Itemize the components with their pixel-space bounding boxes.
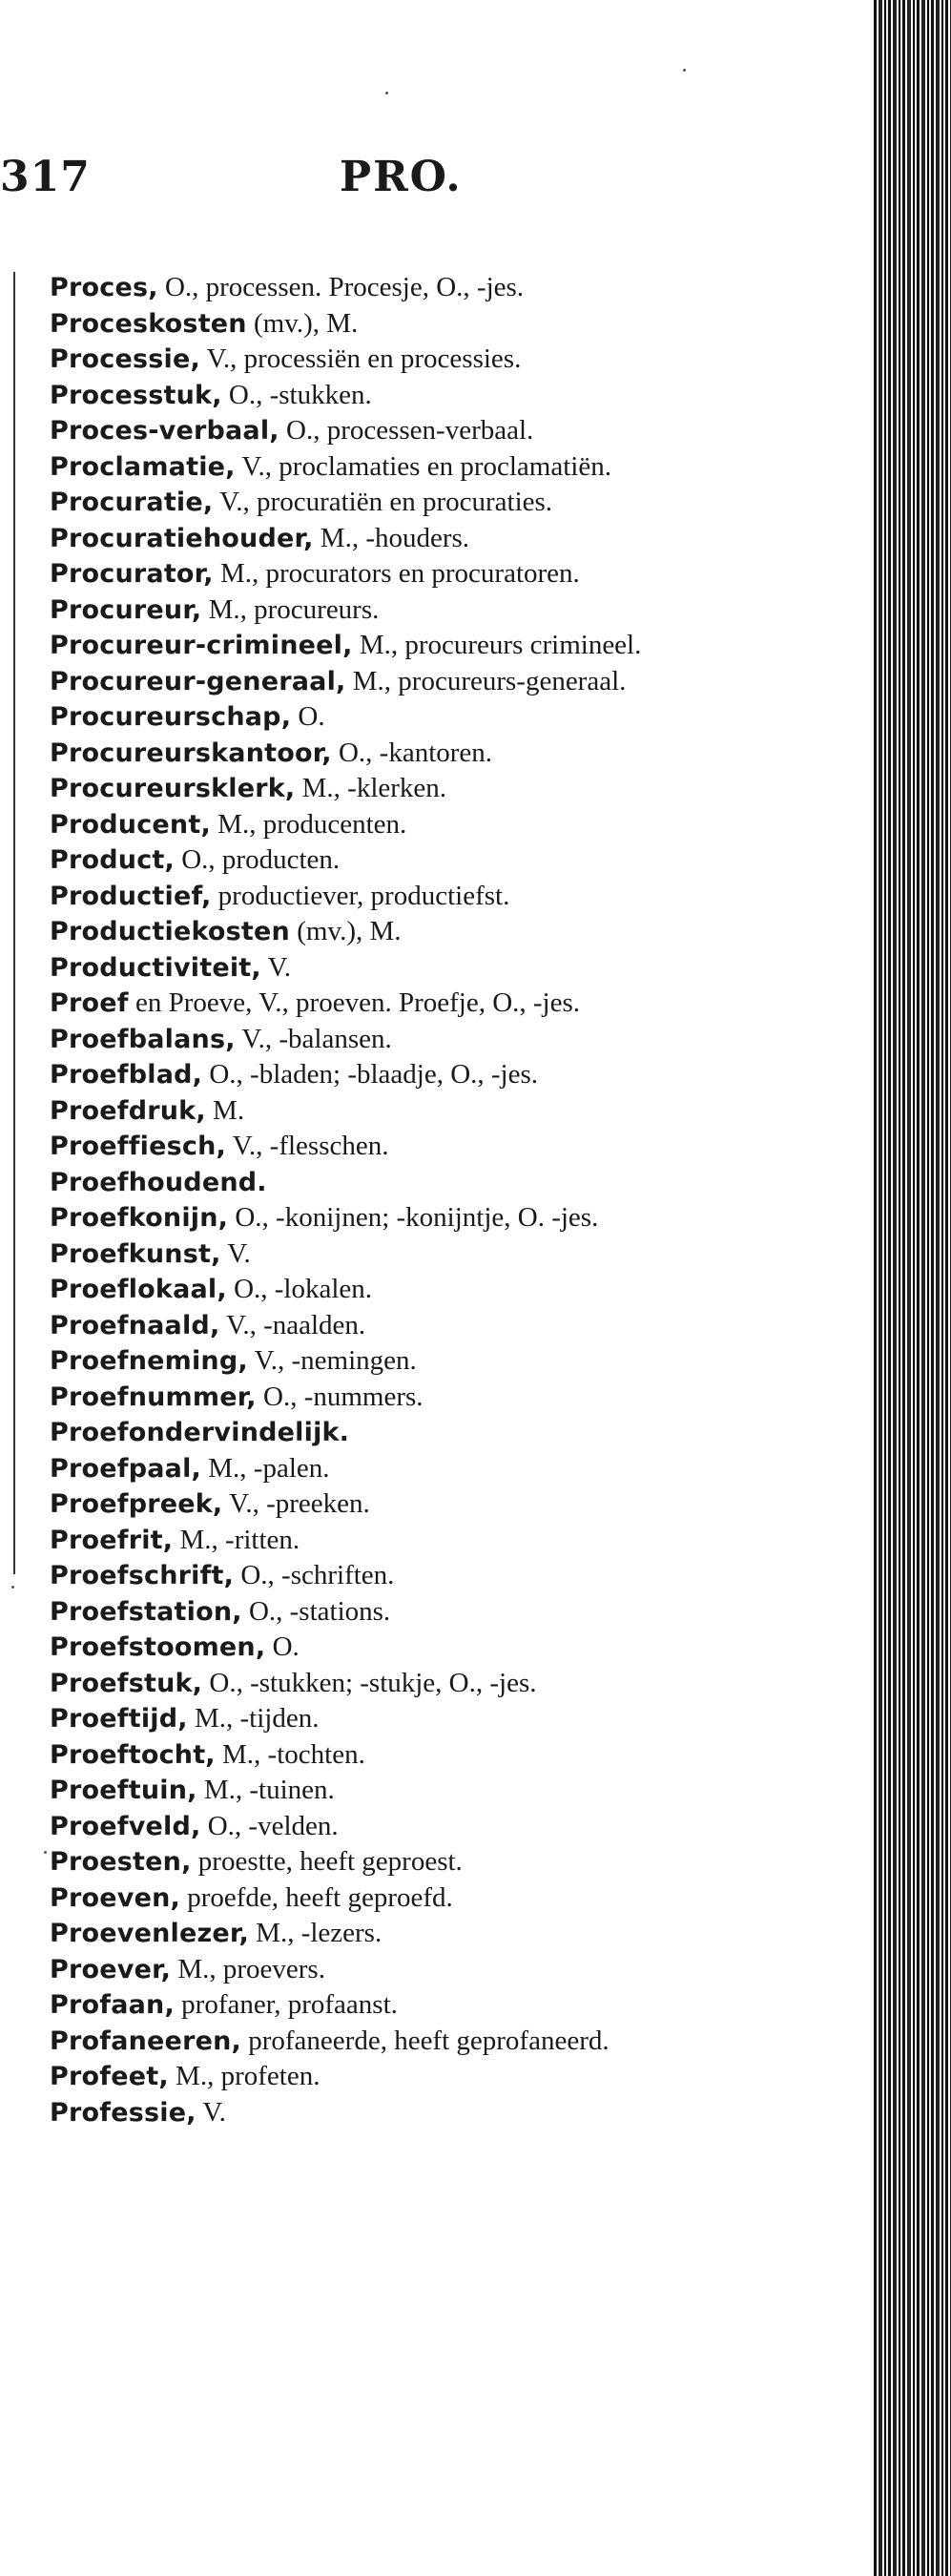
entry-definition: V.	[220, 1237, 251, 1269]
entry-headword: Proeftocht,	[50, 1739, 216, 1770]
scan-speck	[385, 92, 388, 94]
dictionary-entry	[50, 1844, 734, 1880]
entry-headword: Proefstation,	[50, 1596, 242, 1627]
entry-definition: M., -ritten.	[173, 1524, 300, 1555]
entry-definition: V., proclamaties en proclamatiën.	[235, 450, 611, 482]
dictionary-entry	[50, 270, 734, 306]
dictionary-entry	[50, 736, 734, 772]
entry-headword: Productiviteit,	[50, 952, 261, 983]
entry-definition: O., -schriften.	[234, 1560, 395, 1590]
entry-headword: Proefpreek,	[50, 1489, 223, 1519]
entry-definition: V., processiën en processies.	[199, 343, 522, 374]
entry-definition: V., -balansen.	[235, 1023, 392, 1054]
entry-headword: Proceskosten	[50, 308, 247, 339]
entry-headword: Profeet,	[50, 2062, 169, 2091]
entry-headword: Proefondervindelijk.	[50, 1418, 350, 1447]
entry-headword: Procurator,	[50, 559, 214, 589]
dictionary-entry	[50, 1666, 734, 1702]
dictionary-entry	[50, 1343, 734, 1380]
dictionary-entry	[50, 1809, 734, 1845]
entry-headword: Proeffiesch,	[50, 1132, 226, 1161]
entry-headword: Proefneming,	[50, 1346, 248, 1376]
dictionary-entry	[50, 1093, 734, 1130]
dictionary-entry	[50, 664, 734, 700]
entry-headword: Proefrit,	[50, 1525, 174, 1555]
dictionary-entry	[50, 1594, 734, 1631]
entry-definition: productiever, productiefst.	[211, 880, 510, 911]
entry-headword: Proefschrift,	[50, 1561, 235, 1590]
entry-definition: M., producenten.	[210, 808, 407, 840]
entry-headword: Proeflokaal,	[50, 1275, 227, 1304]
entry-definition: V.	[260, 951, 292, 983]
entry-definition: O., producten.	[174, 844, 341, 875]
dictionary-entry	[50, 914, 734, 950]
entry-definition: O., processen-verbaal.	[279, 415, 534, 446]
entry-headword: Productiekosten	[50, 917, 290, 946]
entry-definition: V.	[196, 2096, 226, 2128]
dictionary-entry	[50, 1523, 734, 1559]
entry-definition: M., -lezers.	[248, 1918, 382, 1948]
entry-definition: V., -naalden.	[219, 1309, 366, 1340]
entry-definition: en Proeve, V., proeven. Proefje, O., -jes.	[128, 987, 581, 1018]
entry-definition: O., -kantoren.	[331, 737, 493, 768]
dictionary-entry	[50, 378, 734, 414]
entry-definition: M., -tijden.	[187, 1703, 320, 1734]
dictionary-entry	[50, 1057, 734, 1093]
dictionary-entry	[50, 1165, 734, 1201]
dictionary-entry	[50, 879, 734, 915]
entry-headword: Proefkonijn,	[50, 1203, 229, 1233]
dictionary-entry	[50, 1630, 734, 1666]
entry-definition: O.	[265, 1631, 300, 1662]
dictionary-entry	[50, 986, 734, 1022]
entry-definition: O., -lokalen.	[226, 1274, 373, 1304]
entry-headword: Proeven,	[50, 1882, 180, 1913]
dictionary-entry	[50, 1129, 734, 1165]
dictionary-entry	[50, 1308, 734, 1344]
dictionary-entry	[50, 1380, 734, 1416]
dictionary-entry	[50, 1236, 734, 1273]
entry-headword: Processie,	[50, 344, 200, 374]
entry-definition: O., processen. Procesje, O., -jes.	[157, 272, 525, 302]
entry-headword: Proefstuk,	[50, 1668, 203, 1698]
entry-headword: Proesten,	[50, 1847, 192, 1877]
entry-definition: M., -palen.	[201, 1452, 330, 1484]
entry-definition: O., -velden.	[200, 1810, 339, 1841]
dictionary-entry	[50, 592, 734, 629]
dictionary-entry	[50, 1987, 734, 2024]
dictionary-entry	[50, 1880, 734, 1917]
dictionary-entry	[50, 2024, 734, 2060]
entry-headword: Proefblad,	[50, 1060, 203, 1090]
entry-headword: Productief,	[50, 881, 212, 911]
entry-definition: V., procuratiën en procuraties.	[213, 487, 553, 517]
scan-speck	[683, 69, 686, 72]
running-head: PRO.	[340, 153, 463, 201]
dictionary-entry	[50, 699, 734, 736]
entry-definition: (mv.), M.	[246, 307, 359, 339]
entry-headword: Procuratiehouder,	[50, 523, 314, 553]
entry-headword: Proefpaal,	[50, 1453, 201, 1484]
dictionary-entry	[50, 1415, 734, 1451]
dictionary-entry	[50, 1916, 734, 1952]
dictionary-entry	[50, 1737, 734, 1774]
dictionary-entry	[50, 1558, 734, 1594]
scan-speck	[11, 1586, 14, 1589]
entry-headword: Product,	[50, 845, 175, 875]
dictionary-entry	[50, 2095, 734, 2131]
dictionary-entry	[50, 1200, 734, 1236]
entry-headword: Proeftijd,	[50, 1704, 188, 1734]
entry-definition: M., -houders.	[313, 522, 470, 553]
margin-rule	[13, 272, 15, 1574]
dictionary-entry	[50, 1486, 734, 1523]
entry-definition: M.	[205, 1094, 245, 1126]
entry-definition: O., -stukken.	[221, 379, 372, 410]
page-number: 317	[0, 153, 91, 201]
entry-definition: V., -nemingen.	[247, 1345, 417, 1376]
dictionary-entry	[50, 1773, 734, 1809]
dictionary-entries	[50, 270, 734, 2130]
entry-definition: V., -flesschen.	[225, 1131, 389, 1161]
dictionary-entry	[50, 1451, 734, 1487]
entry-headword: Proefhoudend.	[50, 1167, 267, 1197]
dictionary-entry	[50, 306, 734, 343]
dictionary-entry	[50, 1022, 734, 1058]
entry-headword: Proefnaald,	[50, 1310, 220, 1340]
entry-headword: Procureurschap,	[50, 702, 292, 732]
dictionary-entry	[50, 521, 734, 557]
dictionary-entry	[50, 1701, 734, 1737]
entry-headword: Proclamatie,	[50, 451, 236, 482]
entry-definition: V., -preeken.	[222, 1488, 370, 1519]
entry-definition: M., -tochten.	[215, 1738, 365, 1770]
entry-definition: O., -nummers.	[256, 1381, 424, 1412]
dictionary-entry	[50, 342, 734, 378]
dictionary-entry	[50, 485, 734, 521]
entry-definition: profaner, profaanst.	[174, 1989, 398, 2020]
dictionary-entry	[50, 1272, 734, 1308]
entry-headword: Proefkunst,	[50, 1238, 221, 1269]
dictionary-entry	[50, 556, 734, 592]
entry-headword: Proefstoomen,	[50, 1632, 266, 1662]
dictionary-entry	[50, 628, 734, 664]
entry-headword: Producent,	[50, 809, 211, 840]
dictionary-entry	[50, 413, 734, 449]
entry-headword: Procureur,	[50, 594, 202, 625]
entry-definition: M., procureurs crimineel.	[352, 630, 642, 660]
entry-definition: M., proevers.	[171, 1953, 325, 1984]
scan-speck	[44, 1851, 47, 1854]
entry-headword: Profaan,	[50, 1990, 175, 2020]
entry-definition: proefde, heeft geproefd.	[179, 1881, 453, 1913]
entry-headword: Procuratie,	[50, 488, 214, 517]
entry-headword: Proefnummer,	[50, 1381, 257, 1412]
entry-headword: Procureursklerk,	[50, 774, 296, 803]
entry-definition: O., -stations.	[241, 1595, 391, 1627]
dictionary-entry	[50, 771, 734, 807]
entry-headword: Proef	[50, 988, 129, 1018]
entry-headword: Proevenlezer,	[50, 1919, 249, 1948]
dictionary-entry	[50, 1952, 734, 1988]
entry-headword: Processtuk,	[50, 380, 222, 410]
entry-headword: Proces,	[50, 273, 158, 302]
entry-headword: Professie,	[50, 2097, 196, 2128]
dictionary-entry	[50, 950, 734, 987]
entry-definition: O.	[291, 701, 325, 732]
dictionary-entry	[50, 807, 734, 843]
entry-definition: M., -klerken.	[295, 773, 447, 803]
entry-headword: Procureur-crimineel,	[50, 631, 353, 660]
entry-definition: (mv.), M.	[289, 916, 402, 946]
entry-definition: M., procureurs-generaal.	[345, 665, 627, 696]
entry-headword: Proefbalans,	[50, 1024, 236, 1054]
entry-definition: O., -konijnen; -konijntje, O. -jes.	[228, 1202, 599, 1233]
entry-headword: Proces-verbaal,	[50, 416, 279, 446]
entry-definition: proestte, heeft geproest.	[191, 1846, 463, 1877]
scan-edge	[874, 0, 951, 2576]
entry-definition: M., procureurs.	[201, 593, 380, 625]
dictionary-entry	[50, 2059, 734, 2095]
entry-headword: Proeftuin,	[50, 1776, 197, 1805]
entry-definition: M., -tuinen.	[196, 1775, 335, 1805]
entry-headword: Profaneeren,	[50, 2025, 241, 2056]
entry-headword: Procureurskantoor,	[50, 737, 332, 768]
entry-headword: Proefveld,	[50, 1811, 201, 1841]
entry-definition: profaneerde, heeft geprofaneerd.	[240, 2025, 610, 2056]
entry-headword: Procureur-generaal,	[50, 666, 346, 696]
entry-definition: O., -bladen; -blaadje, O., -jes.	[202, 1059, 539, 1090]
entry-definition: M., procurators en procuratoren.	[213, 558, 580, 589]
entry-headword: Proever,	[50, 1954, 172, 1984]
dictionary-entry	[50, 449, 734, 486]
dictionary-entry	[50, 842, 734, 879]
entry-headword: Proefdruk,	[50, 1095, 206, 1126]
entry-definition: M., profeten.	[168, 2061, 320, 2091]
entry-definition: O., -stukken; -stukje, O., -jes.	[202, 1667, 537, 1698]
